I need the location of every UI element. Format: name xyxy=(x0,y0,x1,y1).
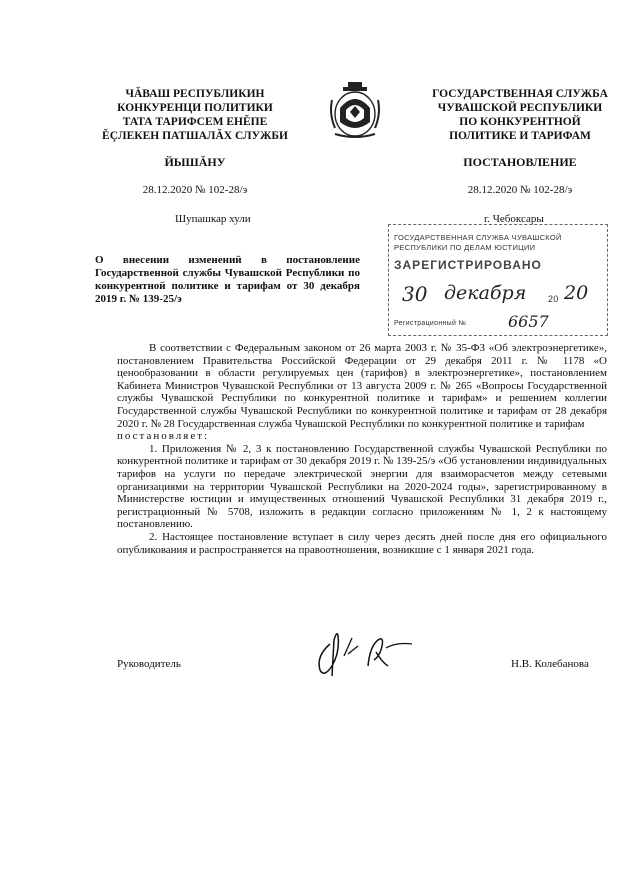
body-paragraph-3: 2. Настоящее постановление вступает в силу через десять дней после дня его официального опубликования и распространяется на правоотношения, возникшие с 1 января 2021 года. xyxy=(117,530,607,556)
stamp-line-2: РЕСПУБЛИКИ ПО ДЕЛАМ ЮСТИЦИИ xyxy=(394,243,536,252)
header-left-chuvash xyxy=(95,87,295,143)
signature-name: Н.В. Колебанова xyxy=(511,658,589,670)
header-right-line: ПО КОНКУРЕНТНОЙ xyxy=(459,116,581,128)
header-left-line: ТАТА ТАРИФСЕМ ЕНĔПЕ xyxy=(122,116,268,128)
stamp-registered: ЗАРЕГИСТРИРОВАНО xyxy=(394,258,542,272)
chuvash-emblem-icon xyxy=(326,78,384,142)
header-right-russian xyxy=(420,87,620,143)
registration-stamp xyxy=(388,224,610,336)
document-body xyxy=(117,342,607,556)
handwritten-signature-icon xyxy=(308,626,418,681)
header-right-line: ЧУВАШСКОЙ РЕСПУБЛИКИ xyxy=(437,102,603,114)
body-paragraph-1: В соответствии с Федеральным законом от 26 марта 2003 г. № 35-ФЗ «Об электроэнергетике», постановлением Правительства Российской Федерации от 29 декабря 2011 г. № 1178 «О ценообразовании в области регулируемых цен (тарифов) в электроэнергетике», постановлением Кабинета Министров Чувашской Республики от 13 августа 2009 г. № 265 «Вопросы Государственной службы Чувашской Республики по конкурентной политике и тарифам» и решением коллегии Государственной службы Чувашской Республики по конкурентной политике и тарифам от 28 декабря 2020 г. № 28 Государственная служба Чувашской Республики по конкурентной политике и тарифам xyxy=(117,342,607,430)
body-decree: постановляет: xyxy=(117,430,210,443)
stamp-date-month: декабря xyxy=(444,282,527,304)
header-right-line: ГОСУДАРСТВЕННАЯ СЛУЖБА xyxy=(432,88,608,100)
signature-role: Руководитель xyxy=(117,658,181,670)
doc-number-left: 28.12.2020 № 102-28/э xyxy=(142,184,248,196)
body-paragraph-2: 1. Приложения № 2, 3 к постановлению Государственной службы Чувашской Республики по конкурентной политике и тарифам от 30 декабря 2019 г. № 139-25/э «Об установлении индивидуальных тарифов на услуги по передаче электрической энергии для взаиморасчетов между сетевыми организациями на территории Чувашской Республики на 2020-2024 годы», зарегистрированному в Министерстве юстиции и имущественных отношений Чувашской Республики 31 декабря 2019 г., регистрационный № 5708, изложить в редакции согласно приложениям № 1, 2 к настоящему постановлению. xyxy=(117,442,607,531)
doc-number-right: 28.12.2020 № 102-28/э xyxy=(467,184,573,196)
header-left-line: ĔÇЛЕКЕН ПАТШАЛĂХ СЛУЖБИ xyxy=(102,130,288,142)
stamp-reg-number: 6657 xyxy=(508,312,549,331)
header-right-line: ПОЛИТИКЕ И ТАРИФАМ xyxy=(449,130,591,142)
city-russian: г. Чебоксары xyxy=(484,213,544,225)
stamp-line-1: ГОСУДАРСТВЕННАЯ СЛУЖБА ЧУВАШСКОЙ xyxy=(394,233,562,242)
doc-type-russian: ПОСТАНОВЛЕНИЕ xyxy=(463,155,577,169)
stamp-reg-label: Регистрационный № xyxy=(394,320,467,327)
document-subject: О внесении изменений в постановление Государственной службы Чувашской Республики по конкурентной политике и тарифам от 30 декабря 2019 г. № 139-25/э xyxy=(95,254,360,305)
header-left-line: ЧĂВАШ РЕСПУБЛИКИН xyxy=(125,88,265,100)
stamp-date-year: 20 xyxy=(564,282,589,304)
stamp-date-day: 30 xyxy=(402,282,428,306)
stamp-year-prefix: 20 xyxy=(548,294,559,304)
header-left-line: КОНКУРЕНЦИ ПОЛИТИКИ xyxy=(117,102,273,114)
doc-type-chuvash: ЙЫШĂНУ xyxy=(164,155,226,169)
city-chuvash: Шупашкар хули xyxy=(175,213,251,225)
